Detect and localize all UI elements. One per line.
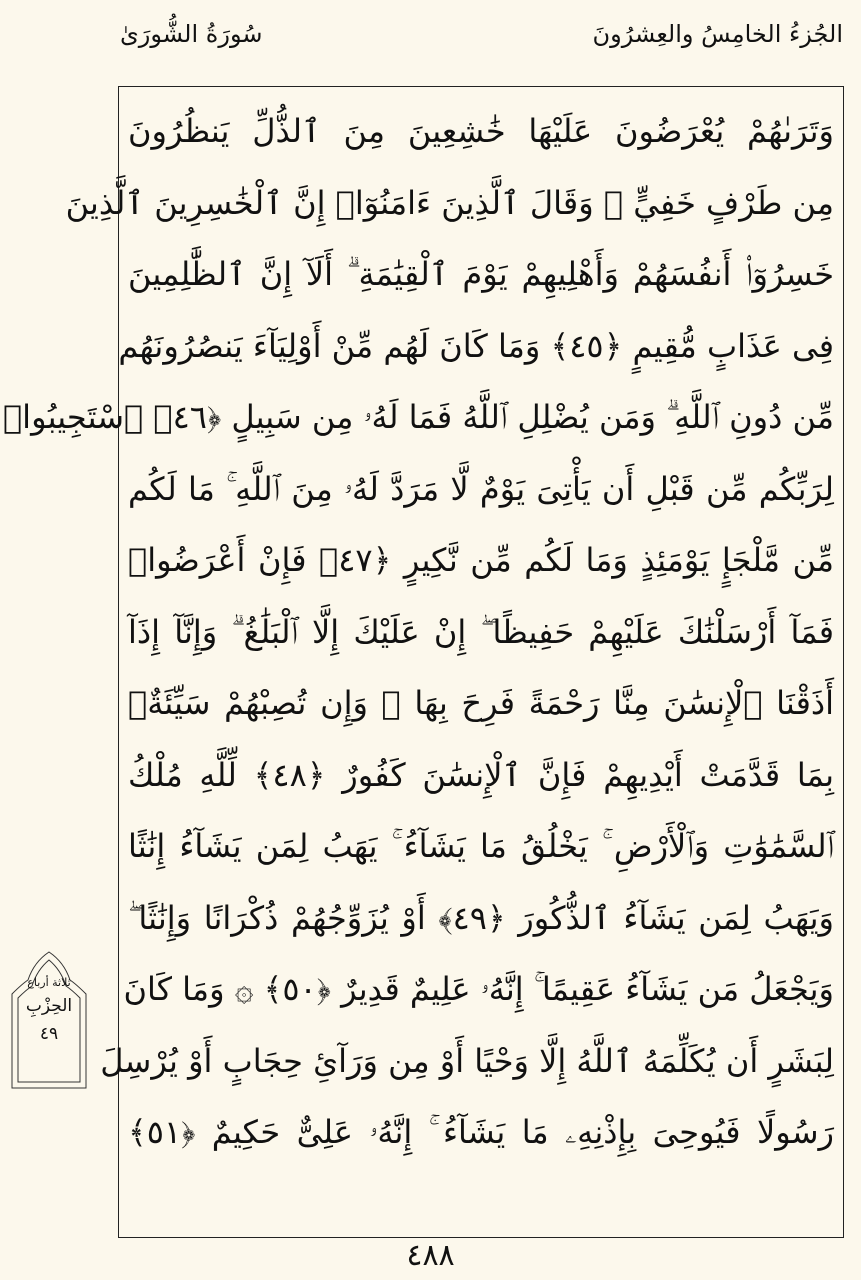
juz-title: الجُزءُ الخامِسُ والعِشرُونَ	[592, 20, 843, 48]
text-line: وَيَجْعَلُ مَن يَشَآءُ عَقِيمًا ۚ إِنَّهُۥ عَلِيمٌ قَدِيرٌ ﴿٥٠﴾ ۞ وَمَا كَانَ	[123, 970, 834, 1008]
text-line: أَذَقْنَا ٱلْإِنسَٰنَ مِنَّا رَحْمَةً فَرِحَ بِهَا ۖ وَإِن تُصِبْهُمْ سَيِّئَةٌۢ	[128, 684, 834, 722]
hizb-marker	[8, 940, 90, 1090]
hizb-number: ٤٩	[39, 1024, 59, 1044]
text-line: بِمَا قَدَّمَتْ أَيْدِيهِمْ فَإِنَّ ٱلْإِنسَٰنَ كَفُورٌ ﴿٤٨﴾ لِّلَّهِ مُلْكُ	[128, 755, 835, 794]
text-line: مِّن دُونِ ٱللَّهِ ۗ وَمَن يُضْلِلِ ٱللَّهُ فَمَا لَهُۥ مِن سَبِيلٍ ﴿٤٦﴾ ٱسْتَجِيبُوا۟	[2, 398, 834, 436]
text-line: لِرَبِّكُم مِّن قَبْلِ أَن يَأْتِىَ يَوْمٌ لَّا مَرَدَّ لَهُۥ مِنَ ٱللَّهِ ۚ مَا لَكُم	[128, 469, 834, 508]
text-line: فِى عَذَابٍ مُّقِيمٍ ﴿٤٥﴾ وَمَا كَانَ لَهُم مِّنْ أَوْلِيَآءَ يَنصُرُونَهُم	[118, 326, 834, 365]
hizb-label: الحِزْبِ	[25, 996, 73, 1016]
text-line: ٱلسَّمَٰوَٰتِ وَٱلْأَرْضِ ۚ يَخْلُقُ مَا يَشَآءُ ۚ يَهَبُ لِمَن يَشَآءُ إِنَٰثًا	[128, 827, 834, 865]
text-line: وَيَهَبُ لِمَن يَشَآءُ ٱلذُّكُورَ ﴿٤٩﴾ أَوْ يُزَوِّجُهُمْ ذُكْرَانًا وَإِنَٰثًا ۖ	[128, 898, 835, 937]
page-number: ٤٨٨	[406, 1238, 455, 1273]
surah-title: سُورَةُ الشُّورَىٰ	[120, 20, 263, 48]
text-line: لِبَشَرٍ أَن يُكَلِّمَهُ ٱللَّهُ إِلَّا وَحْيًا أَوْ مِن وَرَآئِ حِجَابٍ أَوْ يُرْسِلَ	[100, 1041, 834, 1080]
text-line: فَمَآ أَرْسَلْنَٰكَ عَلَيْهِمْ حَفِيظًا ۖ إِنْ عَلَيْكَ إِلَّا ٱلْبَلَٰغُ ۗ وَإِنَّآ إِذَآ	[128, 612, 834, 651]
text-line: وَتَرَىٰهُمْ يُعْرَضُونَ عَلَيْهَا خَٰشِعِينَ مِنَ ٱلذُّلِّ يَنظُرُونَ	[128, 112, 834, 150]
hizb-quarter-text: ثلاثة أرباع	[27, 976, 71, 989]
text-line: مِّن مَّلْجَإٍ يَوْمَئِذٍ وَمَا لَكُم مِّن نَّكِيرٍ ﴿٤٧﴾ فَإِنْ أَعْرَضُوا۟	[128, 541, 835, 579]
text-line: خَسِرُوٓا۟ أَنفُسَهُمْ وَأَهْلِيهِمْ يَوْمَ ٱلْقِيَٰمَةِ ۗ أَلَآ إِنَّ ٱلظَّٰلِمِينَ	[128, 255, 834, 293]
text-line: مِن طَرْفٍ خَفِيٍّ ۗ وَقَالَ ٱلَّذِينَ ءَامَنُوٓا۟ إِنَّ ٱلْخَٰسِرِينَ ٱلَّذِينَ	[65, 183, 834, 222]
text-line: رَسُولًا فَيُوحِىَ بِإِذْنِهِۦ مَا يَشَآءُ ۚ إِنَّهُۥ عَلِىٌّ حَكِيمٌ ﴿٥١﴾	[128, 1113, 834, 1151]
